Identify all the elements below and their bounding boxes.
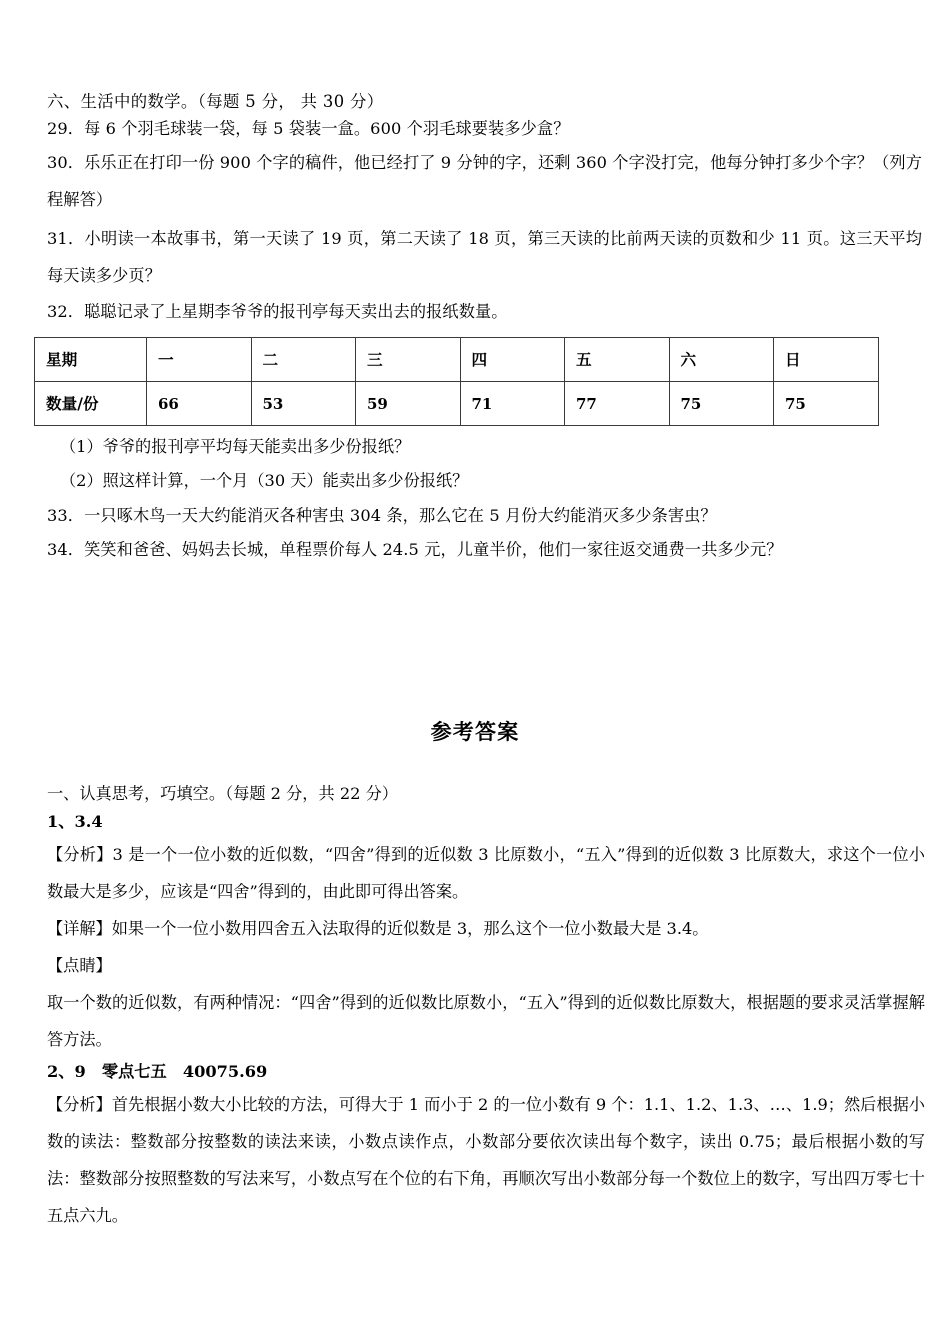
- answer-item-1-label: 1、3.4: [47, 812, 103, 831]
- answers-section: [47, 780, 925, 1234]
- table-header-weekday-label: 星期: [35, 338, 147, 382]
- question-34: 34．笑笑和爸爸、妈妈去长城，单程票价每人 24.5 元，儿童半价，他们一家往返交通费一共多少元？: [47, 540, 783, 559]
- table-cell-count-3: 59: [356, 382, 461, 426]
- table-cell-count-2: 53: [251, 382, 356, 426]
- question-33: 33．一只啄木鸟一天大约能消灭各种害虫 304 条，那么它在 5 月份大约能消灭多少条害虫？: [47, 506, 717, 525]
- table-cell-count-4: 71: [460, 382, 565, 426]
- table-header-day-2: 二: [251, 338, 356, 382]
- table-header-day-3: 三: [356, 338, 461, 382]
- table-row: [35, 382, 879, 426]
- table-cell-count-7: 75: [774, 382, 879, 426]
- table-row-label-quantity: 数量/份: [35, 382, 147, 426]
- table-header-day-4: 四: [460, 338, 565, 382]
- table-cell-count-6: 75: [669, 382, 774, 426]
- question-31: 31．小明读一本故事书，第一天读了 19 页，第二天读了 18 页，第三天读的比前两天读的页数和少 11 页。这三天平均每天读多少页？: [47, 229, 922, 285]
- questions-section: [47, 88, 922, 566]
- question-29: 29．每 6 个羽毛球装一袋，每 5 袋装一盒。600 个羽毛球要装多少盒？: [47, 119, 570, 138]
- section-heading: 六、生活中的数学。（每题 5 分， 共 30 分）: [47, 92, 384, 111]
- question-30: 30．乐乐正在打印一份 900 个字的稿件，他已经打了 9 分钟的字，还剩 360 个字没打完，他每分钟打多少个字？（列方程解答）: [47, 153, 922, 209]
- table-header-day-1: 一: [147, 338, 252, 382]
- question-32: 32．聪聪记录了上星期李爷爷的报刊亭每天卖出去的报纸数量。: [47, 302, 508, 321]
- table-cell-count-1: 66: [147, 382, 252, 426]
- table-header-day-7: 日: [774, 338, 879, 382]
- newspaper-sales-table-wrapper: [34, 337, 922, 426]
- table-header-day-5: 五: [565, 338, 670, 382]
- table-row: [35, 338, 879, 382]
- answer-item-1-detail: 【详解】如果一个一位小数用四舍五入法取得的近似数是 3，那么这个一位小数最大是 3.4。: [47, 919, 709, 938]
- table-header-day-6: 六: [669, 338, 774, 382]
- answers-section-heading: 一、认真思考，巧填空。（每题 2 分，共 22 分）: [47, 784, 398, 803]
- answer-item-2-analysis: 【分析】首先根据小数大小比较的方法，可得大于 1 而小于 2 的一位小数有 9 个：1.1、1.2、1.3、…、1.9；然后根据小数的读法：整数部分按整数的读法来读，小数点读作点，小数部分要依次读出每个数字，读出 0.75；最后根据小数的写法：整数部分按照整数的写法来写，小数点写在个位的右下角，再顺次写出小数部分每一个数位上的数字，写出四万零七十五点六九。: [47, 1095, 925, 1225]
- answer-item-2-label: 2、9 零点七五 40075.69: [47, 1062, 268, 1081]
- answer-item-1-tip-body: 取一个数的近似数，有两种情况：“四舍”得到的近似数比原数小，“五入”得到的近似数比原数大，根据题的要求灵活掌握解答方法。: [47, 993, 925, 1049]
- table-cell-count-5: 77: [565, 382, 670, 426]
- question-32-part-2: （2）照这样计算，一个月（30 天）能卖出多少份报纸？: [60, 471, 469, 490]
- answer-item-1-tip-label: 【点睛】: [47, 956, 112, 975]
- newspaper-sales-table: [34, 337, 879, 426]
- answers-title: 参考答案: [430, 720, 520, 744]
- answer-item-1-analysis: 【分析】3 是一个一位小数的近似数，“四舍”得到的近似数 3 比原数小，“五入”得到的近似数 3 比原数大，求这个一位小数最大是多少，应该是“四舍”得到的，由此即可得出答案。: [47, 845, 925, 901]
- question-32-part-1: （1）爷爷的报刊亭平均每天能卖出多少份报纸？: [60, 437, 411, 456]
